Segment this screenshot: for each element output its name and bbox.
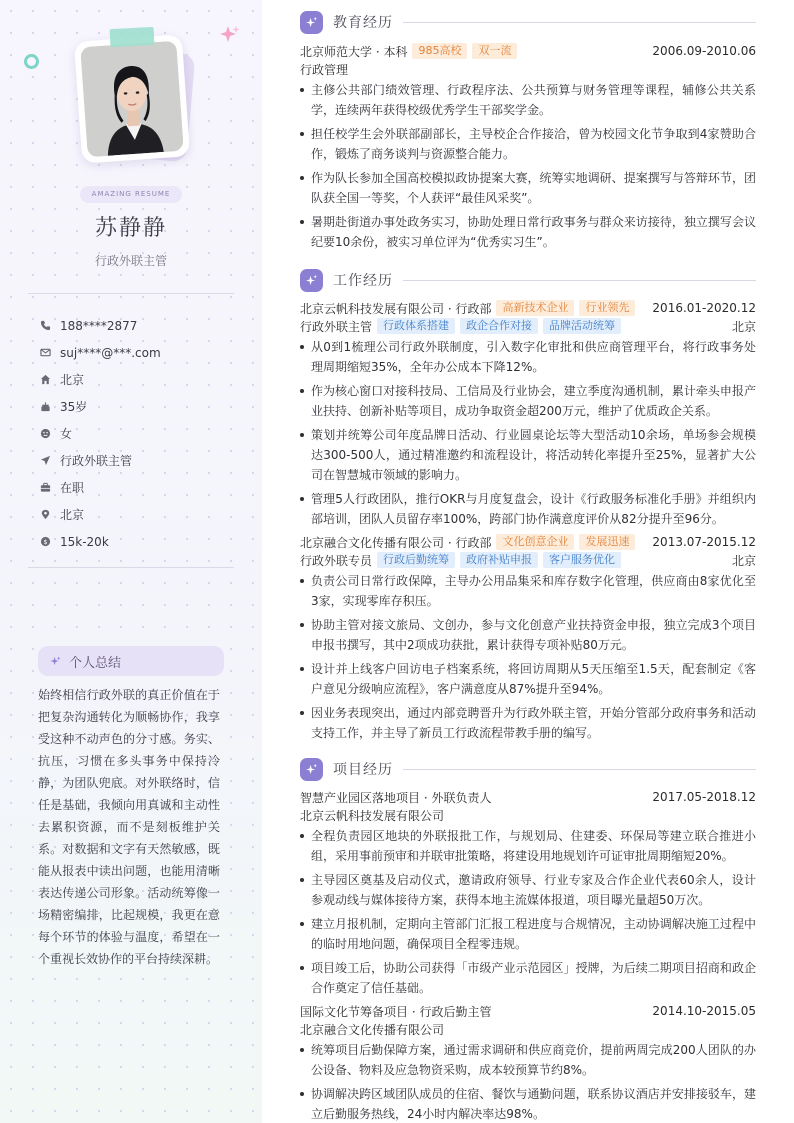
section-icon-badge xyxy=(300,758,323,781)
section-title: 工作经历 xyxy=(333,273,393,289)
tag: 高新技术企业 xyxy=(496,300,574,316)
entry-header xyxy=(300,299,756,317)
tag: 发展迅速 xyxy=(579,534,635,550)
tag: 行政后勤统筹 xyxy=(377,552,455,568)
project-name: 国际文化节筹备项目 · 行政后勤主管 xyxy=(300,1004,492,1019)
info-row-status xyxy=(40,474,240,501)
sparkle-icon xyxy=(50,656,61,667)
list-item: 建立月报机制，定期向主管部门汇报工程进度与合规情况，主动协调解决施工过程中的临时用地问题，确保项目全程零违规。 xyxy=(300,914,756,954)
entry-subheader xyxy=(300,551,756,569)
entry-city: 北京 xyxy=(731,319,756,334)
location-pin-icon xyxy=(40,509,51,520)
info-row-salary xyxy=(40,528,240,555)
sidebar xyxy=(0,0,262,1123)
home-icon xyxy=(40,374,51,385)
info-row-target-role xyxy=(40,447,240,474)
list-item: 统筹项目后勤保障方案，通过需求调研和供应商竞价，提前两周完成200人团队的办公设备、物料及应急物资采购，成本较预算节约8%。 xyxy=(300,1040,756,1080)
bullet-list xyxy=(300,337,756,529)
decorative-ring xyxy=(24,54,39,69)
tag: 政企合作对接 xyxy=(460,318,538,334)
entry-period: 2013.07-2015.12 xyxy=(652,535,756,549)
education-entry xyxy=(300,42,756,252)
project-name: 智慧产业园区落地项目 · 外联负责人 xyxy=(300,790,492,805)
gender-icon xyxy=(40,428,51,439)
tag: 文化创意企业 xyxy=(496,534,574,550)
info-text: 女 xyxy=(60,427,73,441)
entry-header xyxy=(300,42,756,60)
company-name: 北京融合文化传播有限公司 · 行政部 xyxy=(300,535,492,550)
list-item: 协助主管对接文旅局、文创办，参与文化创意产业扶持资金申报，独立完成3个项目申报书撰写，其中2项成功获批，累计获得专项补贴80万元。 xyxy=(300,615,756,655)
list-item: 作为核心窗口对接科技局、工信局及行业协会，建立季度沟通机制，累计牵头申报产业扶持、创新补贴等项目，成功争取资金超200万元，维护了优质政企关系。 xyxy=(300,381,756,421)
section-header xyxy=(300,268,756,292)
phone-icon xyxy=(40,320,51,331)
tag: 985高校 xyxy=(412,43,467,59)
project-entry xyxy=(300,788,756,998)
info-text: 35岁 xyxy=(60,400,88,414)
list-item: 因业务表现突出，通过内部竞聘晋升为行政外联主管，开始分管部分政府事务和活动支持工作，并主导了新员工行政流程带教手册的编写。 xyxy=(300,703,756,743)
entry-subheader xyxy=(300,317,756,335)
salary-icon xyxy=(40,536,51,547)
tag: 客户服务优化 xyxy=(543,552,621,568)
list-item: 担任校学生会外联部副部长，主导校企合作接洽，曾为校园文化节争取到4家赞助合作，锻炼了商务谈判与资源整合能力。 xyxy=(300,124,756,164)
svg-text:$: $ xyxy=(43,537,48,546)
info-text: 行政外联主管 xyxy=(60,454,133,468)
info-text: 北京 xyxy=(60,508,85,522)
entry-header xyxy=(300,788,756,806)
entry-subheader xyxy=(300,806,756,824)
list-item: 作为队长参加全国高校模拟政协提案大赛，统筹实地调研、提案撰写与答辩环节，团队获全国一等奖，个人获评“最佳风采奖”。 xyxy=(300,168,756,208)
list-item: 主导园区奠基及启动仪式，邀请政府领导、行业专家及合作企业代表60余人，设计参观动线与媒体接待方案，获得本地主流媒体报道，项目曝光量超50万次。 xyxy=(300,870,756,910)
avatar xyxy=(80,41,183,157)
list-item: 项目竣工后，协助公司获得「市级产业示范园区」授牌，为后续二期项目招商和政企合作奠定了信任基础。 xyxy=(300,958,756,998)
tag: 行业领先 xyxy=(579,300,635,316)
list-item: 设计并上线客户回访电子档案系统，将回访周期从5天压缩至1.5天，配套制定《客户意见分级响应流程》，客户满意度从87%提升至94%。 xyxy=(300,659,756,699)
briefcase-icon xyxy=(40,482,51,493)
sparkle-icon xyxy=(219,24,241,46)
mail-icon xyxy=(40,347,51,358)
list-item: 协调解决跨区域团队成员的住宿、餐饮与通勤问题，联系协议酒店并安排接驳车，建立后勤服务热线，24小时内解决率达98%。 xyxy=(300,1084,756,1123)
resume-badge: AMAZING RESUME xyxy=(80,186,182,203)
major: 行政管理 xyxy=(300,62,349,77)
bullet-list xyxy=(300,826,756,998)
work-section xyxy=(300,268,756,747)
section-icon-badge xyxy=(300,269,323,292)
education-section xyxy=(300,10,756,256)
entry-city: 北京 xyxy=(731,553,756,568)
section-icon-badge xyxy=(300,11,323,34)
section-title: 项目经历 xyxy=(333,762,393,778)
entry-subheader xyxy=(300,1020,756,1038)
candidate-name: 苏静静 xyxy=(94,216,167,241)
project-org: 北京云帆科技发展有限公司 xyxy=(300,808,445,823)
entry-period: 2014.10-2015.05 xyxy=(652,1004,756,1018)
bullet-list xyxy=(300,1040,756,1123)
projects-section xyxy=(300,757,756,1123)
entry-subheader xyxy=(300,60,756,78)
summary-text: 始终相信行政外联的真正价值在于把复杂沟通转化为顺畅协作，我享受这种不动声色的分寸感。务实、抗压，习惯在多头事务中保持冷静，为团队兜底。对外联络时，信任是基础，我倾向用真诚和主动性去累积资源，而不是刻板维护关系。对数据和文字有天然敏感，既能从报表中读出问题，也能用清晰表达传递公司形象。活动统筹像一场精密编排，比起规模，我更在意每个环节的体验与温度，希望在一个重视长效协作的平台持续深耕。 xyxy=(38,688,220,966)
company-name: 北京云帆科技发展有限公司 · 行政部 xyxy=(300,301,492,316)
tag: 品牌活动统筹 xyxy=(543,318,621,334)
personal-info-list xyxy=(40,312,240,555)
section-rule xyxy=(403,280,756,281)
summary-title: 个人总结 xyxy=(69,655,122,671)
info-row-gender xyxy=(40,420,240,447)
entry-header xyxy=(300,1002,756,1020)
section-rule xyxy=(403,22,756,23)
bullet-list xyxy=(300,80,756,252)
info-text: 在职 xyxy=(60,481,85,495)
sidebar-divider-top xyxy=(28,293,234,294)
cake-icon xyxy=(40,401,51,412)
project-org: 北京融合文化传播有限公司 xyxy=(300,1022,445,1037)
sparkle-icon xyxy=(305,16,318,29)
list-item: 主修公共部门绩效管理、行政程序法、公共预算与财务管理等课程，辅修公共关系学，连续两年获得校级优秀学生干部奖学金。 xyxy=(300,80,756,120)
sparkle-icon xyxy=(305,763,318,776)
position: 行政外联专员 xyxy=(300,553,373,568)
profile-photo-frame xyxy=(74,34,190,163)
sparkle-icon xyxy=(305,274,318,287)
info-row-email xyxy=(40,339,240,366)
bullet-list xyxy=(300,571,756,743)
sidebar-divider-bottom xyxy=(28,567,234,568)
section-title: 教育经历 xyxy=(333,15,393,31)
section-rule xyxy=(403,769,756,770)
project-entry xyxy=(300,1002,756,1123)
info-text: suj****@***.com xyxy=(60,345,161,360)
list-item: 负责公司日常行政保障，主导办公用品集采和库存数字化管理，供应商由8家优化至3家，实现零库存积压。 xyxy=(300,571,756,611)
list-item: 管理5人行政团队，推行OKR与月度复盘会，设计《行政服务标准化手册》并组织内部培训，团队人员留存率100%，跨部门协作满意度评价从82分提升至96分。 xyxy=(300,489,756,529)
info-row-phone xyxy=(40,312,240,339)
job-entry xyxy=(300,299,756,529)
info-row-age xyxy=(40,393,240,420)
entry-header xyxy=(300,533,756,551)
info-text: 15k-20k xyxy=(60,534,109,549)
section-header xyxy=(300,757,756,781)
info-text: 北京 xyxy=(60,373,85,387)
job-entry xyxy=(300,533,756,743)
entry-period: 2017.05-2018.12 xyxy=(652,790,756,804)
tag: 政府补贴申报 xyxy=(460,552,538,568)
list-item: 全程负责园区地块的外联报批工作，与规划局、住建委、环保局等建立联合推进小组，采用事前预审和并联审批策略，将建设用地规划许可证审批周期缩短20%。 xyxy=(300,826,756,866)
list-item: 暑期赴街道办事处政务实习，协助处理日常行政事务与群众来访接待，独立撰写会议纪要10余份，被实习单位评为“优秀实习生”。 xyxy=(300,212,756,252)
info-text: 188****2877 xyxy=(60,318,138,333)
school-name: 北京师范大学 · 本科 xyxy=(300,44,408,59)
list-item: 从0到1梳理公司行政外联制度，引入数字化审批和供应商管理平台，将行政事务处理周期缩短35%，全年办公成本下降12%。 xyxy=(300,337,756,377)
info-row-location xyxy=(40,501,240,528)
list-item: 策划并统筹公司年度品牌日活动、行业圆桌论坛等大型活动10余场，单场参会规模达300-500人，通过精准邀约和流程设计，将活动转化率提升至25%，显著扩大公司在智慧城市领域的影响力。 xyxy=(300,425,756,485)
photo-tape xyxy=(110,27,155,47)
send-icon xyxy=(40,455,51,466)
tag: 行政体系搭建 xyxy=(377,318,455,334)
entry-period: 2006.09-2010.06 xyxy=(652,44,756,58)
candidate-role: 行政外联主管 xyxy=(94,254,167,268)
entry-period: 2016.01-2020.12 xyxy=(652,301,756,315)
tag: 双一流 xyxy=(472,43,517,59)
summary-header xyxy=(38,646,224,676)
section-header xyxy=(300,10,756,34)
position: 行政外联主管 xyxy=(300,319,373,334)
info-row-hometown xyxy=(40,366,240,393)
